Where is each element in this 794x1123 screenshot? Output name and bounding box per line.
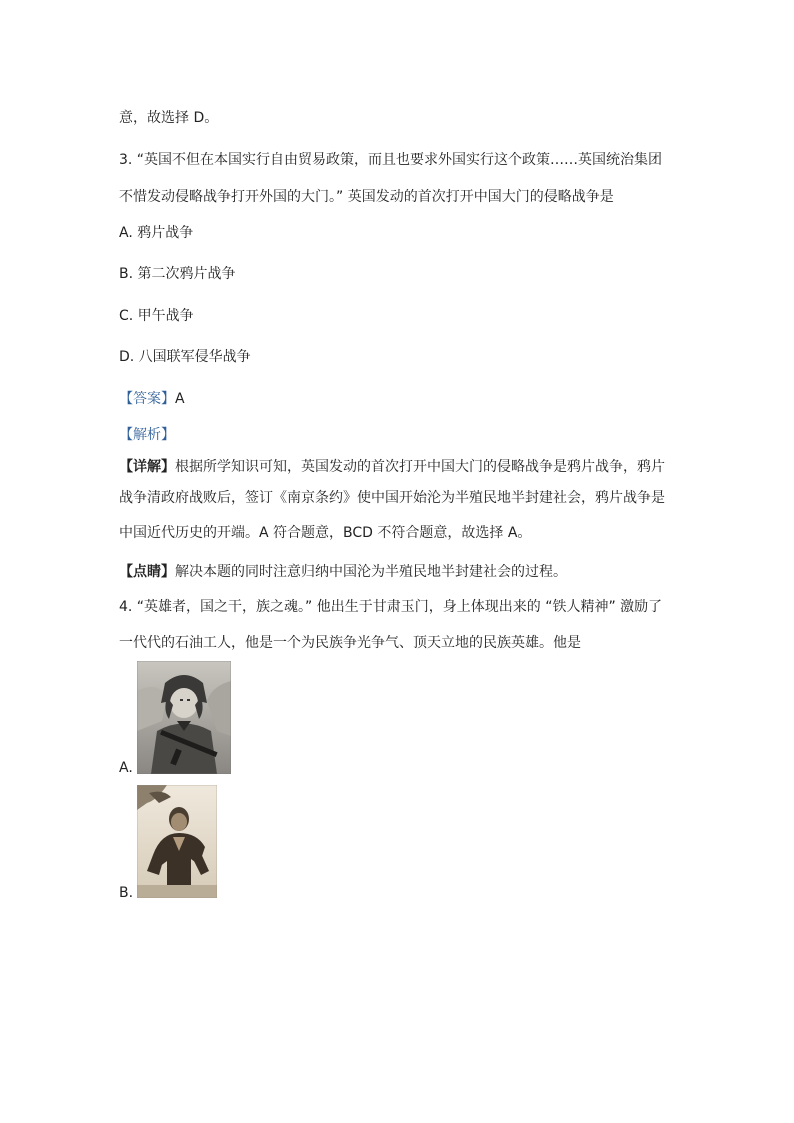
question-3-stem-line2: 不惜发动侵略战争打开外国的大门。” 英国发动的首次打开中国大门的侵略战争是 bbox=[119, 189, 614, 205]
question-4-option-a-label: A. bbox=[119, 760, 133, 776]
question-4-option-b-label: B. bbox=[119, 885, 134, 901]
option-b-photo bbox=[137, 785, 217, 898]
analysis-tag: 【解析】 bbox=[119, 427, 175, 443]
answer-value: A bbox=[175, 391, 185, 407]
detail-line3: 中国近代历史的开端。A 符合题意，BCD 不符合题意，故选择 A。 bbox=[119, 525, 532, 541]
detail-tag: 【详解】 bbox=[119, 459, 175, 475]
question-3-option-d: D. 八国联军侵华战争 bbox=[119, 349, 251, 365]
question-3-option-c: C. 甲午战争 bbox=[119, 308, 194, 324]
detail-line2: 战争清政府战败后，签订《南京条约》使中国开始沦为半殖民地半封建社会，鸦片战争是 bbox=[119, 490, 665, 506]
question-3-option-b: B. 第二次鸦片战争 bbox=[119, 266, 236, 282]
point-text: 解决本题的同时注意归纳中国沦为半殖民地半封建社会的过程。 bbox=[175, 564, 567, 580]
point-tag: 【点睛】 bbox=[119, 564, 175, 580]
question-3-option-a: A. 鸦片战争 bbox=[119, 225, 194, 241]
point-line bbox=[119, 563, 567, 581]
answer-row bbox=[119, 390, 185, 408]
detail-text-1: 根据所学知识可知，英国发动的首次打开中国大门的侵略战争是鸦片战争，鸦片 bbox=[175, 459, 665, 475]
option-a-photo bbox=[137, 661, 231, 774]
question-4-stem-line1: 4. “英雄者，国之干，族之魂。” 他出生于甘肃玉门，身上体现出来的 “铁人精神” 激励了 bbox=[119, 599, 663, 615]
answer-tag: 【答案】 bbox=[119, 391, 175, 407]
text-line-continuation: 意，故选择 D。 bbox=[119, 110, 219, 126]
question-4-stem-line2: 一代代的石油工人，他是一个为民族争光争气、顶天立地的民族英雄。他是 bbox=[119, 635, 581, 651]
detail-line1 bbox=[119, 458, 665, 476]
question-3-stem-line1: 3. “英国不但在本国实行自由贸易政策，而且也要求外国实行这个政策……英国统治集团 bbox=[119, 152, 663, 168]
